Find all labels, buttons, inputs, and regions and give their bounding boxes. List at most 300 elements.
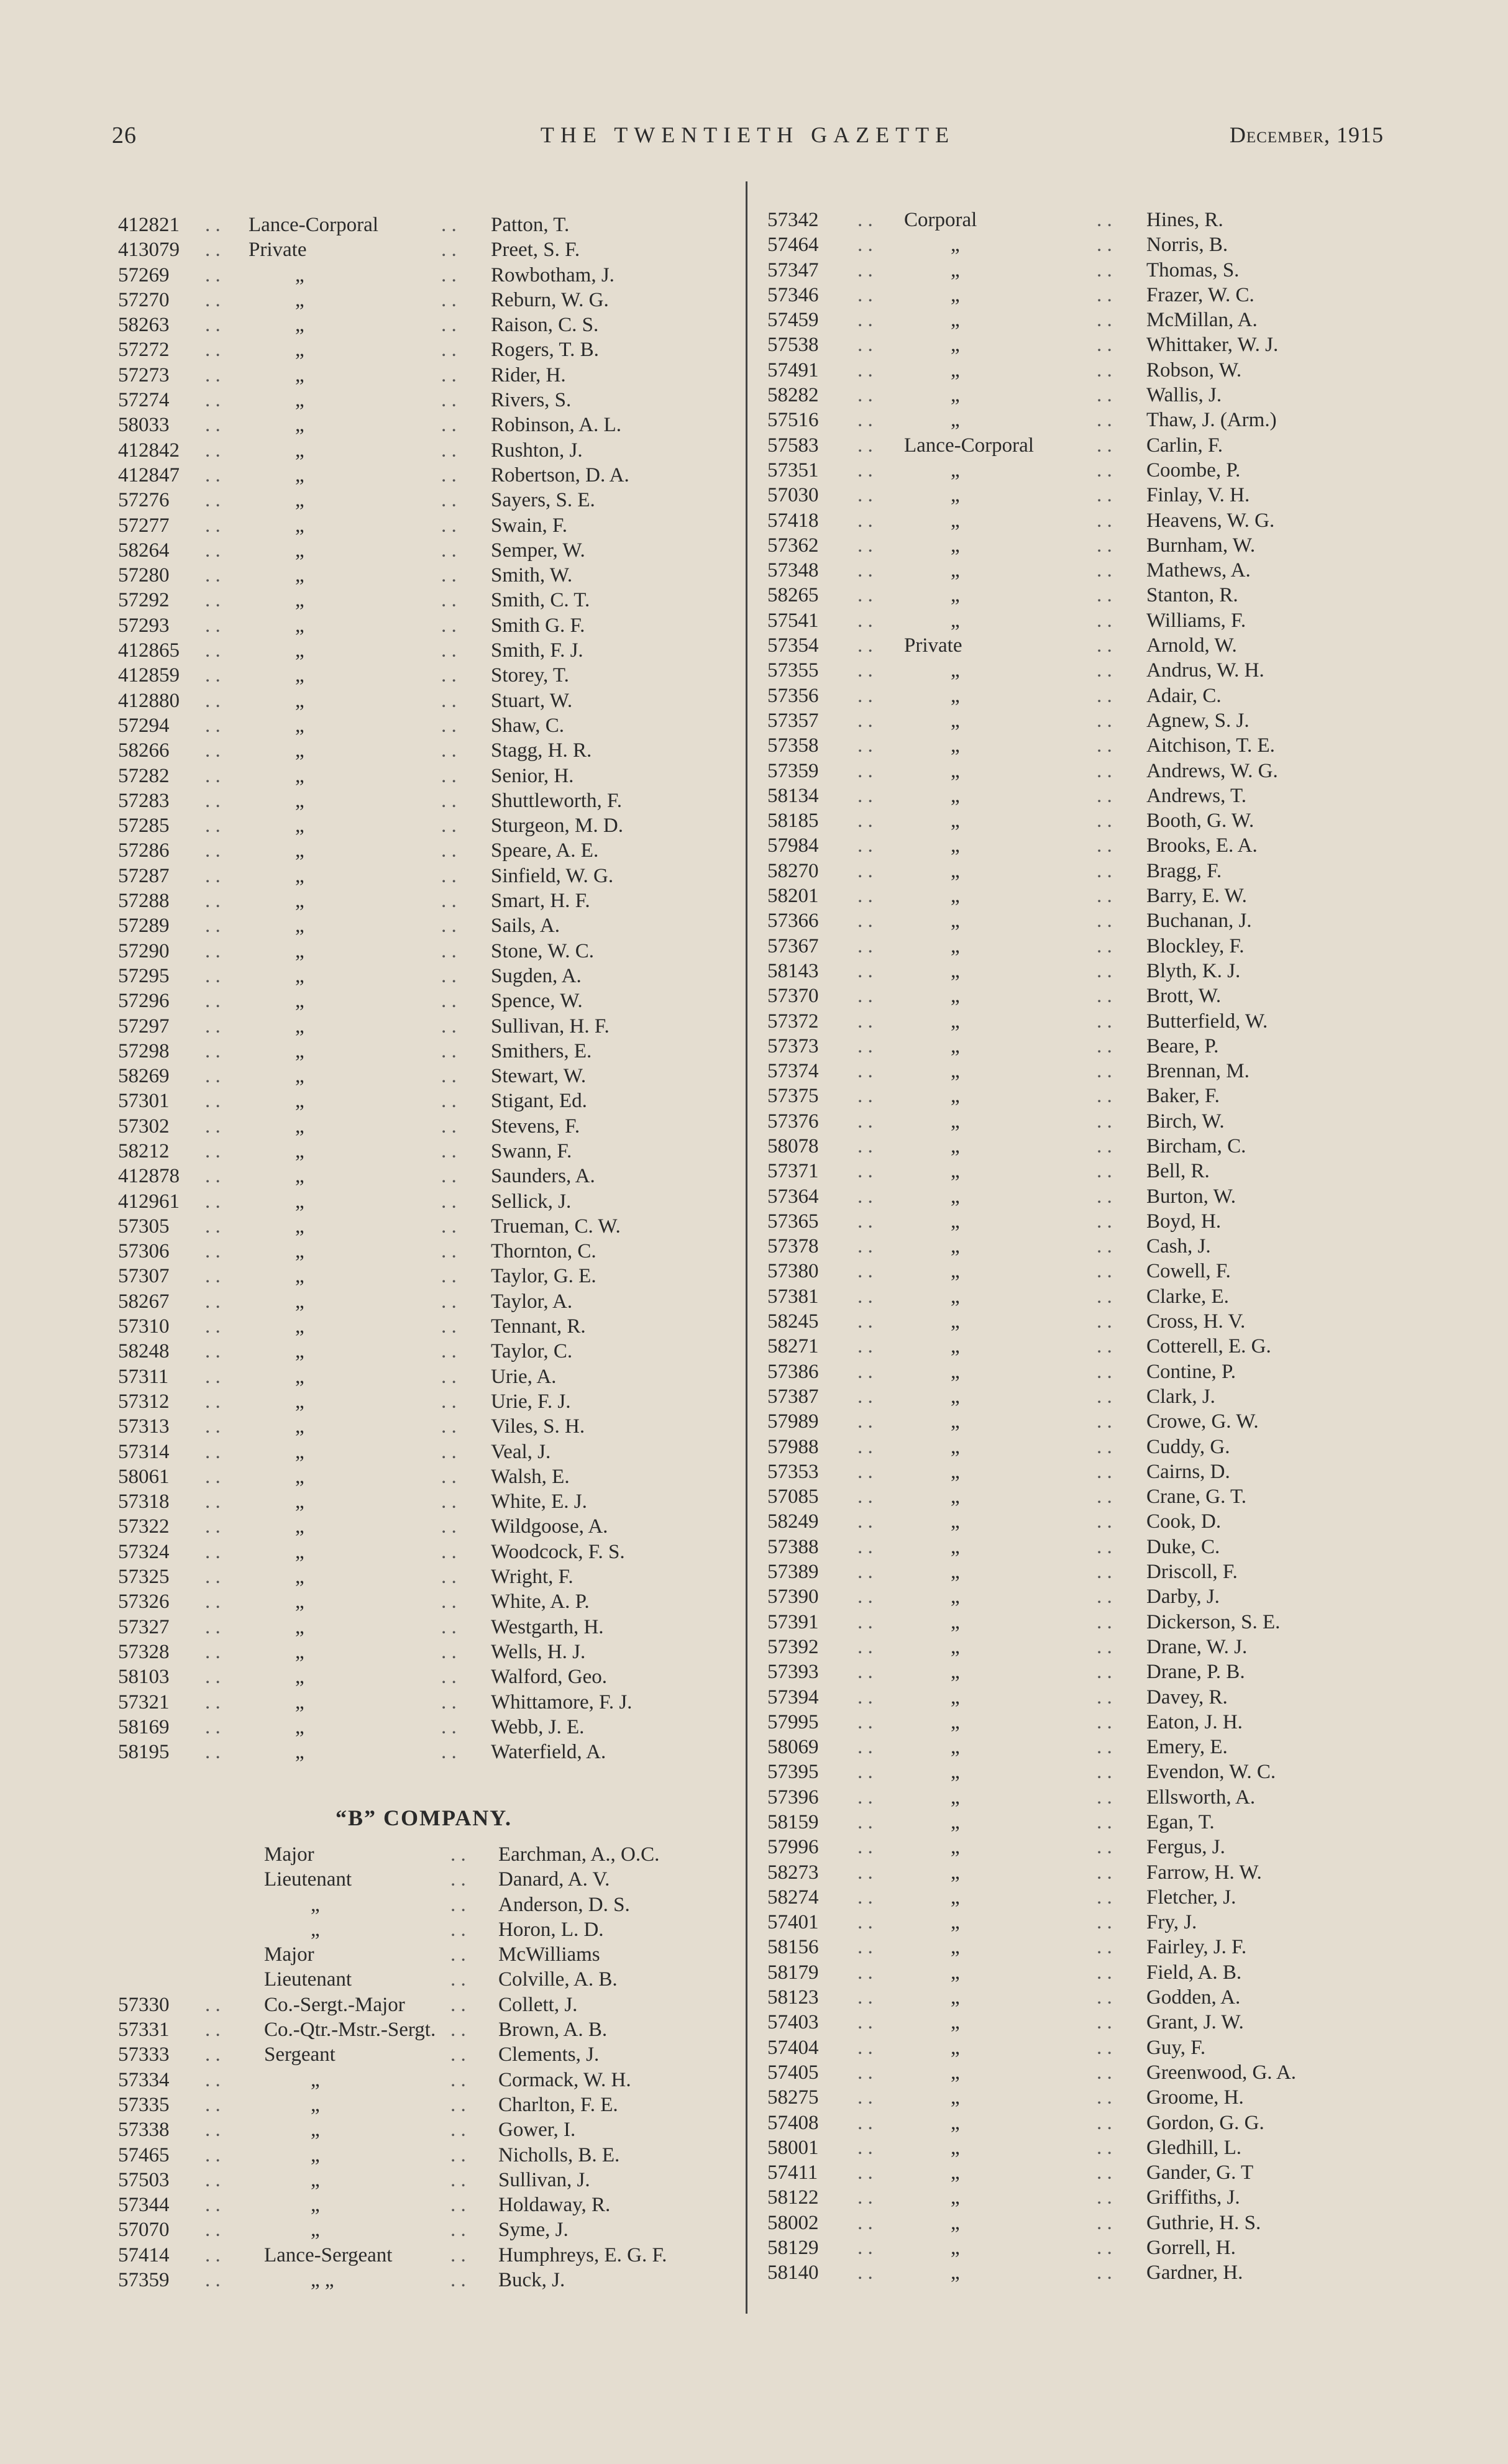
roll-entry: [118, 1189, 736, 1214]
soldier-name: Smart, H. F.: [491, 890, 590, 913]
roll-entry: [118, 1164, 736, 1189]
roll-entry: [767, 1835, 1420, 1859]
leader-dots: . .: [441, 1039, 457, 1062]
rank: „: [295, 1540, 304, 1563]
rank: „: [295, 1515, 304, 1538]
roll-entry: [118, 1715, 736, 1740]
roll-entry: [118, 337, 736, 362]
leader-dots: . .: [857, 2261, 873, 2284]
leader-dots: . .: [205, 1415, 221, 1438]
service-number: 58269: [118, 1065, 170, 1088]
roll-entry: [767, 808, 1420, 833]
leader-dots: . .: [441, 214, 457, 236]
roll-entry: [767, 759, 1420, 783]
soldier-name: Robson, W.: [1146, 358, 1242, 381]
service-number: 57296: [118, 990, 170, 1013]
service-number: 57376: [767, 1110, 819, 1133]
roll-entry: [767, 1409, 1420, 1434]
service-number: 57285: [118, 814, 170, 837]
soldier-name: Cowell, F.: [1146, 1260, 1231, 1283]
rank: „: [951, 384, 960, 407]
service-number: 57290: [118, 939, 170, 962]
roll-entry: [118, 663, 736, 688]
service-number: 58282: [767, 384, 819, 407]
rank: „: [951, 334, 960, 357]
soldier-name: Cook, D.: [1146, 1510, 1222, 1533]
roll-entry: [767, 1685, 1420, 1710]
rank: „: [951, 1961, 960, 1984]
rank: „: [295, 915, 304, 938]
leader-dots: . .: [441, 1715, 457, 1738]
leader-dots: . .: [450, 2019, 466, 2042]
rank: „: [295, 288, 304, 311]
leader-dots: . .: [441, 1240, 457, 1263]
rank: „: [951, 2086, 960, 2109]
leader-dots: . .: [450, 2068, 466, 2091]
leader-dots: . .: [857, 2186, 873, 2209]
leader-dots: . .: [205, 814, 221, 837]
leader-dots: . .: [1097, 1811, 1112, 1833]
rank: „: [295, 990, 304, 1013]
leader-dots: . .: [450, 2119, 466, 2142]
leader-dots: . .: [205, 1640, 221, 1663]
soldier-name: Taylor, A.: [491, 1290, 573, 1313]
leader-dots: . .: [205, 739, 221, 762]
service-number: 412842: [118, 439, 180, 462]
rank: „: [295, 1390, 304, 1413]
leader-dots: . .: [205, 1566, 221, 1589]
service-number: 57538: [767, 334, 819, 357]
roll-entry: [118, 1014, 736, 1039]
leader-dots: . .: [857, 834, 873, 857]
service-number: 57307: [118, 1265, 170, 1288]
rank: „: [951, 409, 960, 432]
leader-dots: . .: [857, 859, 873, 882]
service-number: 57302: [118, 1115, 170, 1138]
soldier-name: Spence, W.: [491, 990, 583, 1013]
soldier-name: Stigant, Ed.: [491, 1090, 587, 1113]
leader-dots: . .: [450, 1993, 466, 2016]
service-number: 413079: [118, 239, 180, 262]
soldier-name: Tennant, R.: [491, 1315, 586, 1338]
rank: „: [295, 1640, 304, 1663]
leader-dots: . .: [857, 234, 873, 257]
leader-dots: . .: [857, 1435, 873, 1458]
leader-dots: . .: [857, 1360, 873, 1383]
leader-dots: . .: [205, 1993, 221, 2016]
leader-dots: . .: [441, 1015, 457, 1038]
rank: „: [951, 1435, 960, 1458]
rank: „: [951, 358, 960, 381]
leader-dots: . .: [205, 514, 221, 537]
leader-dots: . .: [441, 990, 457, 1013]
leader-dots: . .: [1097, 2086, 1112, 2109]
leader-dots: . .: [1097, 1310, 1112, 1333]
leader-dots: . .: [857, 1986, 873, 2009]
leader-dots: . .: [441, 739, 457, 762]
rank: „: [951, 959, 960, 982]
service-number: 58267: [118, 1290, 170, 1313]
roll-entry: [767, 883, 1420, 908]
roll-entry: [767, 1910, 1420, 1935]
rank: „: [951, 1085, 960, 1108]
rank: „: [295, 1715, 304, 1738]
leader-dots: . .: [441, 1340, 457, 1363]
rank: Lance-Sergeant: [264, 2243, 393, 2266]
service-number: 58033: [118, 414, 170, 437]
rank: „: [951, 1134, 960, 1157]
rank: „: [951, 283, 960, 306]
soldier-name: Rider, H.: [491, 363, 566, 386]
leader-dots: . .: [1097, 1961, 1112, 1984]
rank: „: [295, 1015, 304, 1038]
leader-dots: . .: [857, 684, 873, 707]
leader-dots: . .: [857, 1911, 873, 1934]
soldier-name: Urie, A.: [491, 1365, 557, 1388]
service-number: 57389: [767, 1561, 819, 1584]
rank: „: [951, 1485, 960, 1508]
leader-dots: . .: [205, 2143, 221, 2166]
leader-dots: . .: [857, 810, 873, 833]
leader-dots: . .: [1097, 1360, 1112, 1383]
service-number: 57295: [118, 964, 170, 987]
service-number: 57288: [118, 890, 170, 913]
service-number: 58274: [767, 1886, 819, 1909]
leader-dots: . .: [441, 915, 457, 938]
soldier-name: Rushton, J.: [491, 439, 583, 462]
leader-dots: . .: [450, 2269, 466, 2292]
leader-dots: . .: [1097, 2186, 1112, 2209]
leader-dots: . .: [205, 414, 221, 437]
service-number: 57405: [767, 2061, 819, 2084]
leader-dots: . .: [1097, 1385, 1112, 1408]
soldier-name: Clements, J.: [498, 2043, 600, 2066]
soldier-name: Whittamore, F. J.: [491, 1691, 633, 1713]
rank: „: [951, 1861, 960, 1884]
soldier-name: Stagg, H. R.: [491, 739, 592, 762]
rank: „: [295, 689, 304, 712]
service-number: 57347: [767, 258, 819, 281]
roll-entry: [767, 1935, 1420, 1960]
leader-dots: . .: [205, 689, 221, 712]
roll-entry: [767, 433, 1420, 458]
soldier-name: Smithers, E.: [491, 1039, 592, 1062]
roll-entry: [767, 2110, 1420, 2135]
soldier-name: Agnew, S. J.: [1146, 709, 1250, 732]
leader-dots: . .: [857, 2086, 873, 2109]
service-number: 57371: [767, 1160, 819, 1183]
service-number: 412859: [118, 664, 180, 687]
roll-entry: [767, 1159, 1420, 1184]
leader-dots: . .: [441, 1065, 457, 1088]
service-number: 57311: [118, 1365, 169, 1388]
roll-entry: [767, 1985, 1420, 2010]
leader-dots: . .: [857, 1535, 873, 1558]
soldier-name: Bircham, C.: [1146, 1134, 1246, 1157]
leader-dots: . .: [857, 1886, 873, 1909]
roll-entry: [118, 1389, 736, 1414]
leader-dots: . .: [441, 1691, 457, 1713]
rank: „: [951, 985, 960, 1008]
column-divider: [746, 181, 747, 2314]
service-number: 58270: [767, 859, 819, 882]
soldier-name: Westgarth, H.: [491, 1615, 604, 1638]
soldier-name: Clark, J.: [1146, 1385, 1215, 1408]
rank: „: [295, 263, 304, 286]
soldier-name: McWilliams: [498, 1943, 600, 1966]
leader-dots: . .: [1097, 1034, 1112, 1057]
leader-dots: . .: [1097, 1786, 1112, 1809]
leader-dots: . .: [205, 539, 221, 562]
soldier-name: McMillan, A.: [1146, 309, 1258, 332]
service-number: 57325: [118, 1566, 170, 1589]
soldier-name: Baker, F.: [1146, 1085, 1220, 1108]
rank: „: [295, 1415, 304, 1438]
rank: „: [951, 759, 960, 782]
leader-dots: . .: [857, 584, 873, 607]
roll-entry: [767, 308, 1420, 332]
leader-dots: . .: [1097, 1410, 1112, 1433]
leader-dots: . .: [1097, 2111, 1112, 2134]
leader-dots: . .: [1097, 859, 1112, 882]
leader-dots: . .: [1097, 534, 1112, 557]
rank: „: [295, 1365, 304, 1388]
service-number: 58185: [767, 810, 819, 833]
leader-dots: . .: [205, 664, 221, 687]
rank: „: [295, 1065, 304, 1088]
rank: „: [295, 1115, 304, 1138]
roll-entry: [767, 934, 1420, 959]
rank: „: [295, 839, 304, 862]
roll-entry: [118, 1589, 736, 1614]
rank: „: [951, 2011, 960, 2034]
soldier-name: Thaw, J. (Arm.): [1146, 409, 1277, 432]
leader-dots: . .: [205, 1515, 221, 1538]
roll-entry: [767, 208, 1420, 232]
soldier-name: Eaton, J. H.: [1146, 1710, 1243, 1733]
soldier-name: Taylor, C.: [491, 1340, 573, 1363]
leader-dots: . .: [857, 459, 873, 481]
roll-entry: [118, 988, 736, 1013]
leader-dots: . .: [857, 484, 873, 507]
roll-entry: [118, 413, 736, 437]
rank: „: [951, 1886, 960, 1909]
soldier-name: Burton, W.: [1146, 1185, 1236, 1208]
leader-dots: . .: [441, 1741, 457, 1764]
rank: „: [295, 463, 304, 486]
leader-dots: . .: [205, 589, 221, 612]
leader-dots: . .: [450, 2194, 466, 2217]
soldier-name: Shaw, C.: [491, 714, 564, 737]
soldier-name: Guy, F.: [1146, 2036, 1206, 2059]
leader-dots: . .: [450, 2168, 466, 2191]
soldier-name: Fry, J.: [1146, 1911, 1197, 1934]
leader-dots: . .: [450, 1893, 466, 1916]
roll-entry: [767, 833, 1420, 858]
rank: „: [951, 859, 960, 882]
leader-dots: . .: [857, 2136, 873, 2159]
leader-dots: . .: [205, 890, 221, 913]
leader-dots: . .: [857, 1485, 873, 1508]
service-number: 57364: [767, 1185, 819, 1208]
leader-dots: . .: [1097, 810, 1112, 833]
rank: „: [951, 659, 960, 682]
leader-dots: . .: [1097, 1510, 1112, 1533]
leader-dots: . .: [205, 239, 221, 262]
rank: „: [295, 639, 304, 662]
leader-dots: . .: [441, 564, 457, 587]
soldier-name: Finlay, V. H.: [1146, 484, 1250, 507]
rank: „: [295, 414, 304, 437]
leader-dots: . .: [1097, 584, 1112, 607]
soldier-name: Cotterell, E. G.: [1146, 1335, 1271, 1358]
leader-dots: . .: [441, 314, 457, 337]
soldier-name: Davey, R.: [1146, 1686, 1228, 1709]
roll-entry: [767, 533, 1420, 558]
leader-dots: . .: [205, 2068, 221, 2091]
service-number: 57333: [118, 2043, 170, 2066]
soldier-name: Sails, A.: [491, 915, 560, 938]
leader-dots: . .: [857, 1510, 873, 1533]
service-number: 57294: [118, 714, 170, 737]
roll-entry: [118, 1114, 736, 1139]
roll-entry: [767, 1134, 1420, 1159]
soldier-name: Sinfield, W. G.: [491, 864, 614, 887]
rank: „: [951, 1686, 960, 1709]
leader-dots: . .: [857, 659, 873, 682]
soldier-name: Charlton, F. E.: [498, 2093, 618, 2116]
soldier-name: Holdaway, R.: [498, 2194, 611, 2217]
leader-dots: . .: [1097, 659, 1112, 682]
soldier-name: Urie, F. J.: [491, 1390, 571, 1413]
leader-dots: . .: [1097, 1134, 1112, 1157]
rank: „: [951, 1811, 960, 1833]
service-number: 57344: [118, 2194, 170, 2217]
service-number: 57274: [118, 389, 170, 412]
soldier-name: Gower, I.: [498, 2119, 576, 2142]
leader-dots: . .: [857, 1586, 873, 1608]
leader-dots: . .: [1097, 1260, 1112, 1283]
soldier-name: Cash, J.: [1146, 1235, 1211, 1258]
soldier-name: Wells, H. J.: [491, 1640, 586, 1663]
rank: „: [295, 739, 304, 762]
roll-entry: [767, 859, 1420, 883]
leader-dots: . .: [857, 1761, 873, 1784]
leader-dots: . .: [205, 2194, 221, 2217]
rank: Co.-Sergt.-Major: [264, 1993, 405, 2016]
roll-entry: [118, 1039, 736, 1064]
roll-entry: [118, 588, 736, 613]
leader-dots: . .: [1097, 1661, 1112, 1684]
rank: „: [311, 2168, 320, 2191]
soldier-name: Fergus, J.: [1146, 1836, 1225, 1859]
rank: „: [951, 2261, 960, 2284]
service-number: 57387: [767, 1385, 819, 1408]
service-number: 57318: [118, 1490, 170, 1513]
leader-dots: . .: [205, 1741, 221, 1764]
roll-entry: [767, 983, 1420, 1008]
leader-dots: . .: [205, 1715, 221, 1738]
roll-entry: [118, 1489, 736, 1514]
roll-entry: [767, 2160, 1420, 2185]
leader-dots: . .: [1097, 2237, 1112, 2260]
roll-entry: [767, 608, 1420, 633]
leader-dots: . .: [441, 1315, 457, 1338]
leader-dots: . .: [857, 1010, 873, 1033]
soldier-name: Ellsworth, A.: [1146, 1786, 1256, 1809]
service-number: 57286: [118, 839, 170, 862]
leader-dots: . .: [1097, 2036, 1112, 2059]
roll-entry: [767, 1109, 1420, 1134]
soldier-name: Colville, A. B.: [498, 1968, 618, 1991]
leader-dots: . .: [205, 1165, 221, 1188]
rank: „: [951, 509, 960, 532]
rank: „: [951, 810, 960, 833]
roll-entry: [767, 2035, 1420, 2060]
soldier-name: Humphreys, E. G. F.: [498, 2243, 667, 2266]
leader-dots: . .: [857, 1260, 873, 1283]
leader-dots: . .: [857, 2111, 873, 2134]
leader-dots: . .: [205, 1065, 221, 1088]
soldier-name: Smith, F. J.: [491, 639, 583, 662]
service-number: 57414: [118, 2243, 170, 2266]
soldier-name: Coombe, P.: [1146, 459, 1241, 481]
soldier-name: Gardner, H.: [1146, 2261, 1243, 2284]
rank: „: [295, 1590, 304, 1613]
service-number: 57305: [118, 1215, 170, 1238]
soldier-name: Webb, J. E.: [491, 1715, 585, 1738]
soldier-name: Burnham, W.: [1146, 534, 1256, 557]
soldier-name: Wallis, J.: [1146, 384, 1222, 407]
roll-entry: [118, 2268, 736, 2293]
leader-dots: . .: [1097, 1686, 1112, 1709]
rank: „: [295, 589, 304, 612]
roll-entry: [118, 2017, 736, 2042]
leader-dots: . .: [857, 2036, 873, 2059]
leader-dots: . .: [857, 334, 873, 357]
service-number: 58201: [767, 885, 819, 908]
service-number: 57312: [118, 1390, 170, 1413]
leader-dots: . .: [1097, 1010, 1112, 1033]
leader-dots: . .: [1097, 2011, 1112, 2034]
roll-entry: [118, 1214, 736, 1239]
soldier-name: Carlin, F.: [1146, 434, 1223, 457]
leader-dots: . .: [1097, 559, 1112, 582]
soldier-name: Boyd, H.: [1146, 1210, 1222, 1233]
service-number: 57362: [767, 534, 819, 557]
soldier-name: Brown, A. B.: [498, 2019, 608, 2042]
soldier-name: Cairns, D.: [1146, 1460, 1230, 1483]
soldier-name: Andrus, W. H.: [1146, 659, 1264, 682]
roll-entry: [767, 458, 1420, 483]
service-number: 57355: [767, 659, 819, 682]
service-number: 57392: [767, 1635, 819, 1658]
roll-entry: [118, 1967, 736, 1992]
leader-dots: . .: [205, 263, 221, 286]
roll-entry: [118, 2042, 736, 2067]
leader-dots: . .: [1097, 784, 1112, 807]
rank: „: [295, 539, 304, 562]
leader-dots: . .: [857, 534, 873, 557]
leader-dots: . .: [1097, 409, 1112, 432]
soldier-name: Sturgeon, M. D.: [491, 814, 623, 837]
leader-dots: . .: [205, 2168, 221, 2191]
rank: Lieutenant: [264, 1868, 352, 1891]
service-number: 57322: [118, 1515, 170, 1538]
roll-entry: [767, 908, 1420, 933]
soldier-name: Reburn, W. G.: [491, 288, 609, 311]
roll-entry: [118, 1464, 736, 1489]
